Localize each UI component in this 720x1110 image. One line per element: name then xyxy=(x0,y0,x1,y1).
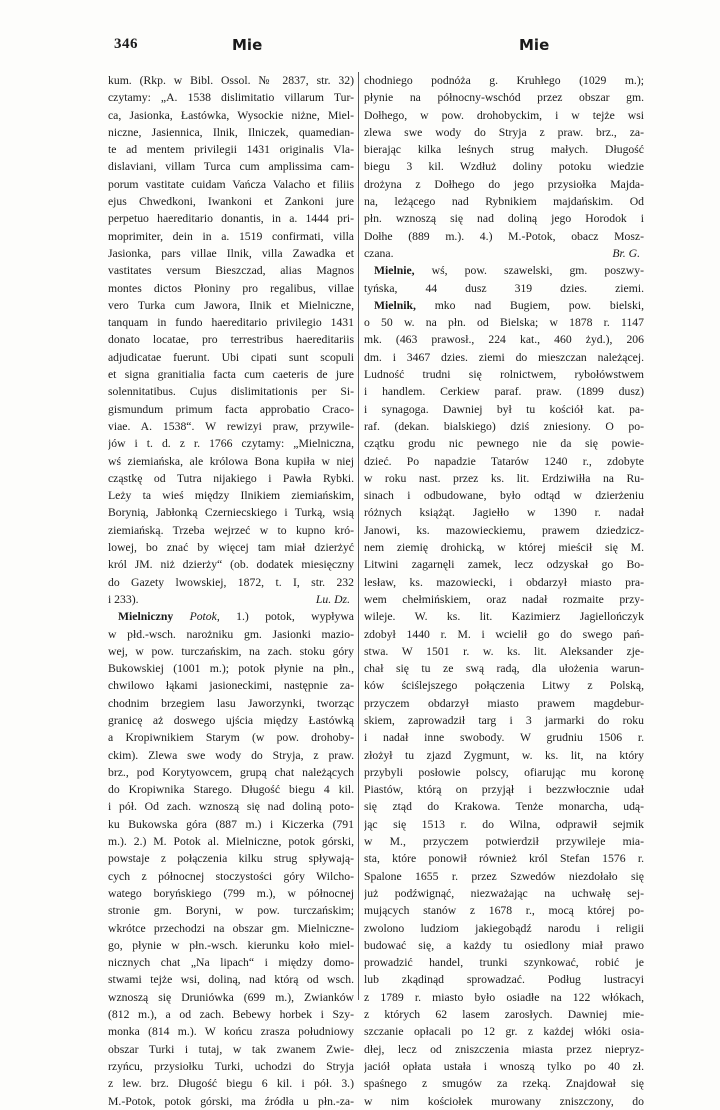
text-line: monka (814 m.). W końcu zrasza południowy xyxy=(108,1025,354,1039)
text-line: a Kropiwnikiem Starym (w pow. drohoby- xyxy=(108,731,354,745)
text-line: chodniego podnóża g. Kruhłego (1029 m.); xyxy=(364,74,644,87)
entry-headword: Mielniczny xyxy=(118,610,174,624)
text-line: spaśnego z smugów za rzeką. Znajdował się xyxy=(364,1077,644,1091)
text-line: chodnim brzegiem lasu Jaworzynki, tworząc xyxy=(108,696,354,710)
text-line: i pół. Od zach. wznoszą się nad doliną poto- xyxy=(108,800,354,814)
text-line: tyńska, 44 dusz 319 dzies. ziemi. xyxy=(364,281,644,295)
text-line xyxy=(108,591,354,608)
left-text-column xyxy=(108,72,354,1110)
text-line: vero Turka cum Jawora, Ilnik et Mielniczne, xyxy=(108,298,354,312)
text-line: stwa. W 1501 r. w. ks. lit. Aleksander zje- xyxy=(364,644,644,658)
text-line: ca, Jasionka, Łastówka, Wysockie niżne, Miel- xyxy=(108,108,354,122)
author-signature: Br. G. xyxy=(612,246,640,260)
text-line: z których 62 lasem zarosłych. Dawniej mie- xyxy=(364,1008,644,1022)
text-line: M.-Potok, potok górski, ma źródła u płn.-za- xyxy=(108,1094,354,1108)
text-line: skiem, zaprowadził targ i 3 jarmarki do roku xyxy=(364,713,644,727)
text-line: dm. i 3467 dzies. ziemi do mieszczan należącej. xyxy=(364,350,644,364)
text-line: go, płynie w płn.-wsch. kierunku koło miel- xyxy=(108,938,354,952)
running-header xyxy=(0,0,720,70)
column-divider xyxy=(358,72,359,1000)
text-line: wej, w pow. turczańskim, na zach. stoku góry xyxy=(108,644,354,658)
text-line: złożył tu zjazd Zygmunt, w. ks. lit, na który xyxy=(364,748,644,762)
text-line: zwolono ludziom jakiegobądź narodu i religii xyxy=(364,921,644,935)
text-line: do Gazety lwowskiej, 1872, t. I, str. 232 xyxy=(108,575,354,589)
text-line: lub zkądinąd sprowadzać. Podług lustracyi xyxy=(364,973,644,987)
text-line: brz., pod Korytyowcem, grupą chat należących xyxy=(108,765,354,779)
text-line: raf. (dekan. bialskiego) dziś zniesiony. O po- xyxy=(364,419,644,433)
text-line: te ad mentem privilegii 1431 originalis Vla- xyxy=(108,143,354,157)
page-number: 346 xyxy=(114,36,138,52)
text-line: i synagoga. Dawniej był tu kościół kat. pa- xyxy=(364,402,644,416)
text-line: ziemiańską. Trzeba wejrzeć w to kupno kró- xyxy=(108,523,354,537)
text-line: już podźwignąć, niezważając na uchwałę sej- xyxy=(364,886,644,900)
text-line: o 50 w. na płn. od Bielska; w 1878 r. 1147 xyxy=(364,316,644,330)
text-line: tanquam in fundo haereditario privilegio 1431 xyxy=(108,316,354,330)
text-line: płn. wznoszą się nad doliną jego Horodok i xyxy=(364,212,644,226)
text-line: vastitates versum Bieszczad, alias Magnos xyxy=(108,264,354,278)
text-line: ku Bukowska góra (887 m.) i Kiczerka (791 xyxy=(108,817,354,831)
text-line: powstaje z połączenia kilku strug spływają- xyxy=(108,852,354,866)
text-line: czytamy: „A. 1538 dislimitatio villarum Tur- xyxy=(108,91,354,105)
text-line: dłej, lecz od zniszczenia miasta przez niepryz- xyxy=(364,1042,644,1056)
text-line: stwami tejże wsi, doliną, nad którą od wsch. xyxy=(108,973,354,987)
text-line: i nadał inne swobody. W grudniu 1506 r. xyxy=(364,731,644,745)
text-line: jąc się 1513 r. do Wilna, odprawił sejmik xyxy=(364,817,644,831)
line-text: czana. xyxy=(364,246,394,260)
text-line: wem chełmińskiem, oraz nadał rozmaite przy- xyxy=(364,592,644,606)
entry-subterm: Potok, xyxy=(189,610,220,624)
entry-headword: Mielnie, xyxy=(374,264,415,278)
author-signature: Lu. Dz. xyxy=(315,592,350,606)
text-line xyxy=(364,245,644,262)
text-line: wileje. W. ks. lit. Kazimierz Jagiellończyk xyxy=(364,610,644,624)
text-line: chwilowo łąkami jasioneckimi, następnie za- xyxy=(108,679,354,693)
text-line: Leży ta wieś między Ilnikiem ziemiańskim, xyxy=(108,489,354,503)
text-line: perpetuo haereditario donantis, in a. 1444 pri- xyxy=(108,212,354,226)
text-line: w M., przyczem potwierdził przywileje mia- xyxy=(364,835,644,849)
text-line: Mielnik, mko nad Bugiem, pow. bielski, xyxy=(374,298,644,312)
text-line: z lew. brz. Długość biegu 6 kil. i pół. 3.) xyxy=(108,1077,354,1091)
text-line: przybyli posłowie polscy, ofiarując mu koronę xyxy=(364,765,644,779)
right-running-head: Mie xyxy=(519,36,550,54)
text-line: cząstkę od Tutra nijakiego i Pawła Rybki. xyxy=(108,471,354,485)
text-line: m.). 2.) M. Potok al. Mielniczne, potok górski, xyxy=(108,835,354,849)
text-line: stronie gm. Boryni, w pow. turczańskim; xyxy=(108,904,354,918)
text-line: nicznych chat „Na lipach“ i między domo- xyxy=(108,956,354,970)
text-line: król JM. niż dzierży“ (ob. dodatek miesięczny xyxy=(108,558,354,572)
text-line: na, leżącego nad Rybnikiem majdańskim. Od xyxy=(364,195,644,209)
text-line: płynie na północny-wschód przez obszar gm. xyxy=(364,91,644,105)
text-line: Ludność trudni się rolnictwem, rybołówstwem xyxy=(364,368,644,382)
text-line: bierając kilka leśnych strug małych. Długość xyxy=(364,143,644,157)
text-line: solennitatibus. Cujus dislimitationis per Si- xyxy=(108,385,354,399)
entry-headword: Mielnik, xyxy=(374,298,416,312)
text-line: biegu 3 kil. Wzdłuż doliny potoku wiedzie xyxy=(364,160,644,174)
text-line: do Kropiwnika Starego. Długość biegu 4 kil. xyxy=(108,783,354,797)
text-line: przyczem obdarzył miasto prawem magdebur- xyxy=(364,696,644,710)
text-line: et signa granitialia facta cum caeteris de jure xyxy=(108,368,354,382)
text-line: dzieć. Po napadzie Tatarów 1240 r., zdobyte xyxy=(364,454,644,468)
text-line: Borynią, Jabłonką Czerniecskiego i Turką, wsią xyxy=(108,506,354,520)
text-line: mk. (463 prawosł., 224 kat., 460 żyd.), 206 xyxy=(364,333,644,347)
text-line: Jasionka, pars villae Ilnik, villa Zawadka et xyxy=(108,246,354,260)
text-line: nem ziemię drohicką, w której mieścił się M. xyxy=(364,541,644,555)
text-line: lowej, bo znać by więcej tam miał dzierżyć xyxy=(108,541,354,555)
text-line: Bukowskiej (1001 m.); potok płynie na płn., xyxy=(108,662,354,676)
text-line: Litwini zagarnęli zamek, lecz odzyskał go Bo- xyxy=(364,558,644,572)
text-line: budować się, a każdy tu osiedlony miał prawo xyxy=(364,938,644,952)
text-line: Janowi, ks. mazowieckiemu, prawem dziedzicz- xyxy=(364,523,644,537)
text-line: sta, które ponowił również król Stefan 1576 r. xyxy=(364,852,644,866)
text-line: Spalone 1655 r. przez Szwedów niezdołało się xyxy=(364,869,644,883)
text-line: jów i t. d. z r. 1766 czytamy: „Mielniczna, xyxy=(108,437,354,451)
text-line: Mielniczny Potok, 1.) potok, wypływa xyxy=(118,610,354,624)
text-line: dislaviani, villam Turca cum amplissima cam- xyxy=(108,160,354,174)
text-line: chał się tu ze swą radą, dla ułożenia warun- xyxy=(364,662,644,676)
text-line: z 1789 r. miasto było osiadłe na 122 włókach, xyxy=(364,990,644,1004)
text-line: Dołhego, w pow. drohobyckim, i w tejże wsi xyxy=(364,108,644,122)
text-line: rzyńcu, przysiołku Turki, uchodzi do Stryja xyxy=(108,1059,354,1073)
text-line: granicę aż doswego ujścia między Łastówką xyxy=(108,713,354,727)
text-line: szczanie opłacali po 12 gr. z każdej włóki osia- xyxy=(364,1025,644,1039)
text-line: drożyna z Dołhego do jego przysiołka Majda- xyxy=(364,177,644,191)
text-line: ejus Chwedkoni, Iwankoni et Zankoni jure xyxy=(108,195,354,209)
text-line: kum. (Rkp. w Bibl. Ossol. № 2837, str. 32) xyxy=(108,74,354,87)
text-line: ckim). Zlewa swe wody do Stryja, z praw. xyxy=(108,748,354,762)
text-line: Mielnie, wś, pow. szawelski, gm. poszwy- xyxy=(374,264,644,278)
left-running-head: Mie xyxy=(232,36,263,54)
text-line: czątku grodu nic pewnego nie da się powie- xyxy=(364,437,644,451)
text-line: zlewa swe wody do Stryja z praw. brz., za- xyxy=(364,125,644,139)
text-line: wznoszą się Druniówka (699 m.), Zwianków xyxy=(108,990,354,1004)
text-line: obszar Turki i tutaj, w tak zwanem Zwie- xyxy=(108,1042,354,1056)
line-text: i 233). xyxy=(108,592,139,606)
text-line: sinach i odbudowane, było odtąd w dzierżeniu xyxy=(364,489,644,503)
text-line: i handlem. Cerkiew paraf. praw. (1899 dusz) xyxy=(364,385,644,399)
text-line: się ztąd do Krakowa. Tenże monarcha, udą- xyxy=(364,800,644,814)
text-line: ków ściślejszego połączenia Litwy z Polską, xyxy=(364,679,644,693)
text-line: jaciół opłata ustała i wnoszą tylko po 40 zł. xyxy=(364,1059,644,1073)
text-line: w roku nast. przez ks. lit. Erdziwiłła na Ru- xyxy=(364,471,644,485)
text-line: lesław, ks. mazowiecki, i obdarzył miasto pra- xyxy=(364,575,644,589)
text-line: w nim kościołek murowany zniszczony, do xyxy=(364,1094,644,1108)
text-line: Piastów, którą on przyjął i bezzwłocznie udał xyxy=(364,783,644,797)
text-line: cych z północnej stoczystości góry Wilcho- xyxy=(108,869,354,883)
right-text-column xyxy=(364,72,644,1110)
text-line: montes dictos Płoniny pro regalibus, villae xyxy=(108,281,354,295)
text-line: różnych książąt. Jagiełło w 1390 r. nadał xyxy=(364,506,644,520)
text-line: adjudicatae fuerunt. Ubi cipati sunt scopuli xyxy=(108,350,354,364)
text-line: prowadzić handel, trunki szynkować, robić je xyxy=(364,956,644,970)
text-line: zdobył 1440 r. M. i wcielił go do swego pań- xyxy=(364,627,644,641)
text-line: watego boryńskiego (799 m.), w północnej xyxy=(108,886,354,900)
text-line: gismundum primum facta approbatio Craco- xyxy=(108,402,354,416)
text-line: Dołhe (889 m.). 4.) M.-Potok, obacz Mosz- xyxy=(364,229,644,243)
text-line: wkrótce przechodzi na obszar gm. Mielniczne- xyxy=(108,921,354,935)
text-line: niczne, Jasiennica, Ilnik, Ilniczek, quamedian- xyxy=(108,125,354,139)
text-line: wś ziemiańska, ale królowa Bona kupiła w niej xyxy=(108,454,354,468)
text-line: moprimiter, dein in a. 1519 confirmati, villa xyxy=(108,229,354,243)
text-line: donato locatae, pro terrestribus haereditariis xyxy=(108,333,354,347)
text-line: mujących stanów z 1678 r., mocą której po- xyxy=(364,904,644,918)
text-line: viae. A. 1538“. W rewizyi praw, przywile- xyxy=(108,419,354,433)
text-line: (812 m.), a od zach. Bebewy horbek i Szy- xyxy=(108,1008,354,1022)
text-line: w płd.-wsch. narożniku gm. Jasionki mazio- xyxy=(108,627,354,641)
text-line: porum vastitate cuidam Vańcza Valacho et filiis xyxy=(108,177,354,191)
